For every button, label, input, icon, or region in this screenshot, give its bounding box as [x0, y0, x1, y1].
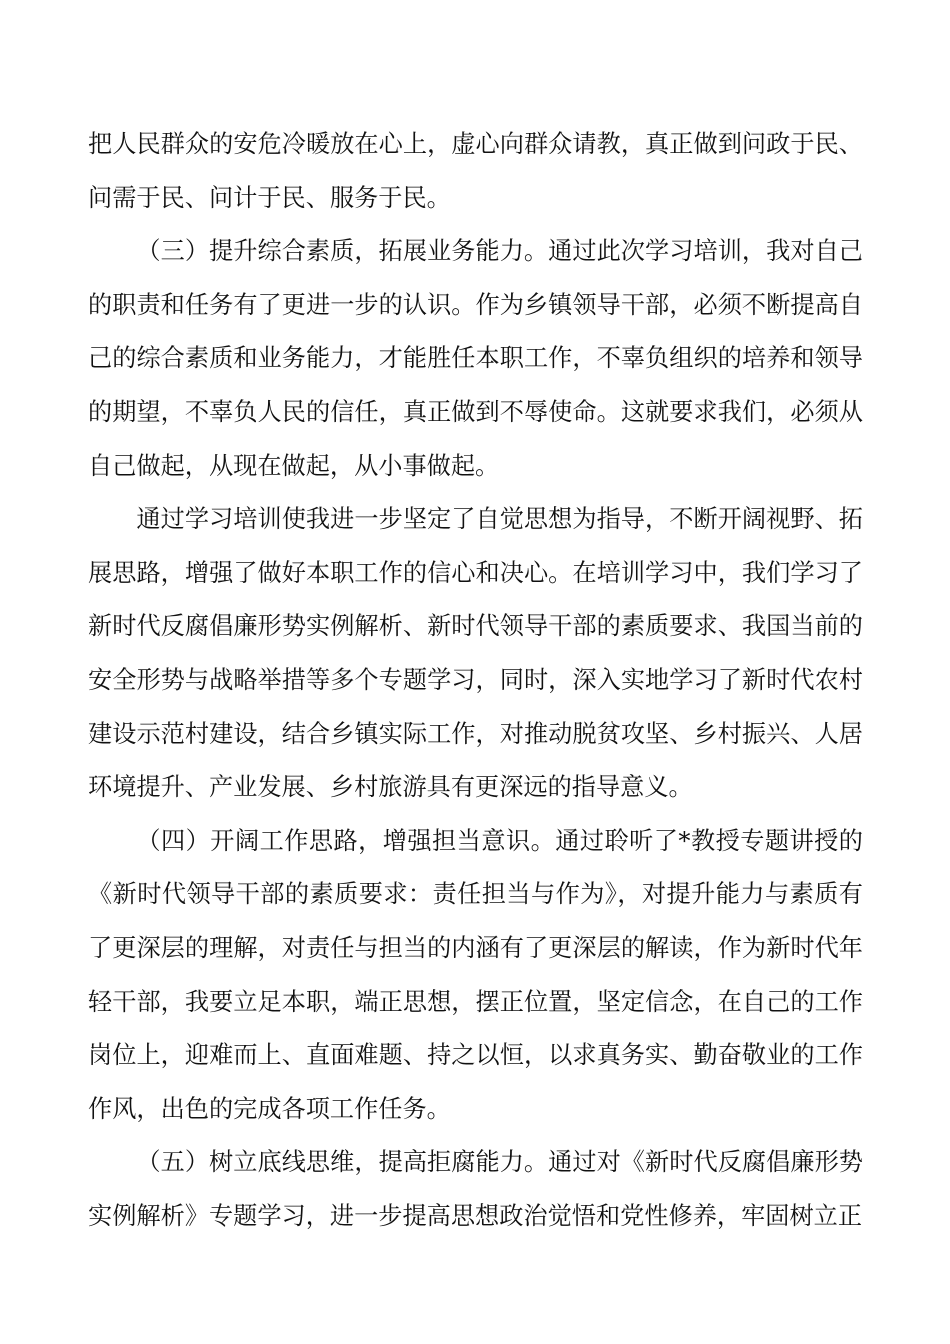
paragraph-training-content: 通过学习培训使我进一步坚定了自觉思想为指导，不断开阔视野、拓展思路，增强了做好本职工作的信心和决心。在培训学习中，我们学习了新时代反腐倡廉形势实例解析、新时代领导干部的素质要求、我国当前的安全形势与战略举措等多个专题学习，同时，深入实地学习了新时代农村建设示范村建设，结合乡镇实际工作，对推动脱贫攻坚、乡村振兴、人居环境提升、产业发展、乡村旅游具有更深远的指导意义。: [88, 505, 863, 802]
paragraph-section-four: （四）开阔工作思路，增强担当意识。通过聆听了*教授专题讲授的《新时代领导干部的素质要求：责任担当与作为》，对提升能力与素质有了更深层的理解，对责任与担当的内涵有了更深层的解读，作为新时代年轻干部，我要立足本职，端正思想，摆正位置，坚定信念，在自己的工作岗位上，迎难而上、直面难题、持之以恒，以求真务实、勤奋敬业的工作作风，出色的完成各项工作任务。: [88, 826, 863, 1123]
document-page: [88, 118, 863, 1243]
paragraph-1-continuation: 把人民群众的安危冷暖放在心上，虚心向群众请教，真正做到问政于民、问需于民、问计于民、服务于民。: [88, 130, 863, 212]
paragraph-section-three: （三）提升综合素质，拓展业务能力。通过此次学习培训，我对自己的职责和任务有了更进一步的认识。作为乡镇领导干部，必须不断提高自己的综合素质和业务能力，才能胜任本职工作，不辜负组织的培养和领导的期望，不辜负人民的信任，真正做到不辱使命。这就要求我们，必须从自己做起，从现在做起，从小事做起。: [88, 237, 863, 480]
paragraph-section-five: （五）树立底线思维，提高拒腐能力。通过对《新时代反腐倡廉形势实例解析》专题学习，进一步提高思想政治觉悟和党性修养，牢固树立正: [88, 1148, 863, 1230]
